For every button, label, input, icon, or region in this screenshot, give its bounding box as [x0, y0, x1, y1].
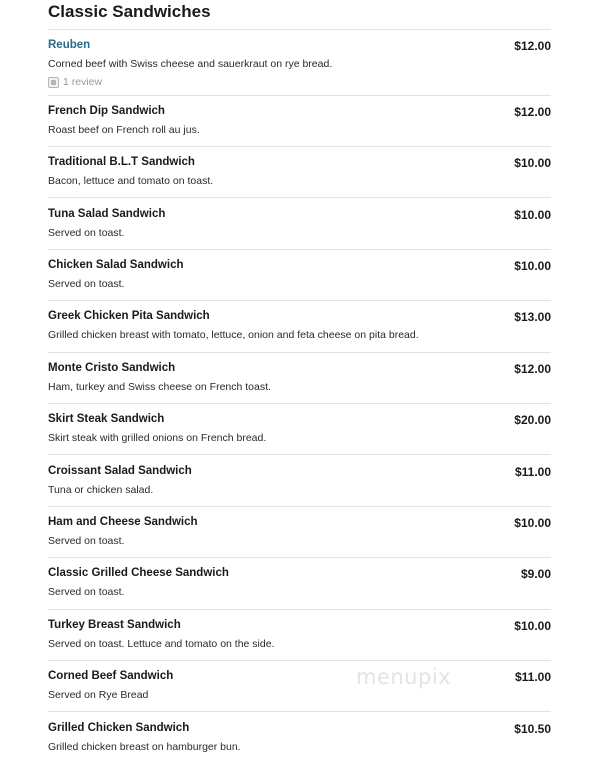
item-name: Ham and Cheese Sandwich [48, 516, 198, 528]
item-name: Chicken Salad Sandwich [48, 259, 184, 271]
item-description: Bacon, lettuce and tomato on toast. [48, 175, 214, 187]
item-price: $12.00 [514, 362, 551, 376]
divider [48, 506, 551, 507]
item-price: $10.50 [514, 722, 551, 736]
divider [48, 609, 551, 610]
item-description: Served on toast. Lettuce and tomato on the side. [48, 638, 275, 650]
item-name: Corned Beef Sandwich [48, 670, 174, 682]
item-price: $10.00 [514, 156, 551, 170]
item-description: Tuna or chicken salad. [48, 484, 154, 496]
divider [48, 146, 551, 147]
item-price: $12.00 [514, 105, 551, 119]
divider [48, 197, 551, 198]
divider [48, 29, 551, 30]
item-price: $20.00 [514, 413, 551, 427]
item-description: Roast beef on French roll au jus. [48, 124, 200, 136]
item-price: $10.00 [514, 516, 551, 530]
divider [48, 660, 551, 661]
item-description: Corned beef with Swiss cheese and sauerkraut on rye bread. [48, 58, 333, 70]
item-price: $11.00 [514, 670, 551, 684]
item-price: $10.00 [514, 259, 551, 273]
divider [48, 403, 551, 404]
item-price: $9.00 [520, 567, 551, 581]
item-price: $13.00 [514, 310, 551, 324]
review-badge-icon [48, 77, 59, 88]
item-name: Classic Grilled Cheese Sandwich [48, 567, 229, 579]
item-name-link[interactable]: Reuben [48, 39, 91, 51]
section-title: Classic Sandwiches [48, 2, 211, 21]
review-link[interactable] [48, 76, 102, 88]
item-description: Served on toast. [48, 535, 125, 547]
item-name: Croissant Salad Sandwich [48, 465, 192, 477]
divider [48, 300, 551, 301]
item-name: Grilled Chicken Sandwich [48, 722, 190, 734]
item-description: Served on toast. [48, 227, 125, 239]
item-description: Ham, turkey and Swiss cheese on French toast. [48, 381, 271, 393]
divider [48, 249, 551, 250]
divider [48, 557, 551, 558]
item-name: Turkey Breast Sandwich [48, 619, 181, 631]
item-description: Served on toast. [48, 278, 125, 290]
item-name: Greek Chicken Pita Sandwich [48, 310, 210, 322]
item-name: Tuna Salad Sandwich [48, 208, 166, 220]
item-description: Grilled chicken breast on hamburger bun. [48, 741, 241, 753]
item-price: $11.00 [514, 465, 551, 479]
item-name: Traditional B.L.T Sandwich [48, 156, 195, 168]
item-name: Skirt Steak Sandwich [48, 413, 165, 425]
item-description: Served on toast. [48, 586, 125, 598]
divider [48, 95, 551, 96]
item-price: $12.00 [514, 39, 551, 53]
divider [48, 352, 551, 353]
item-price: $10.00 [514, 208, 551, 222]
item-price: $10.00 [514, 619, 551, 633]
review-count: 1 review [63, 76, 103, 88]
item-description: Skirt steak with grilled onions on French bread. [48, 432, 267, 444]
divider [48, 711, 551, 712]
item-name: French Dip Sandwich [48, 105, 165, 117]
item-name: Monte Cristo Sandwich [48, 362, 176, 374]
item-description: Served on Rye Bread [48, 689, 149, 701]
item-description: Grilled chicken breast with tomato, lettuce, onion and feta cheese on pita bread. [48, 329, 419, 341]
menupix-watermark: menupix [356, 665, 452, 689]
divider [48, 454, 551, 455]
